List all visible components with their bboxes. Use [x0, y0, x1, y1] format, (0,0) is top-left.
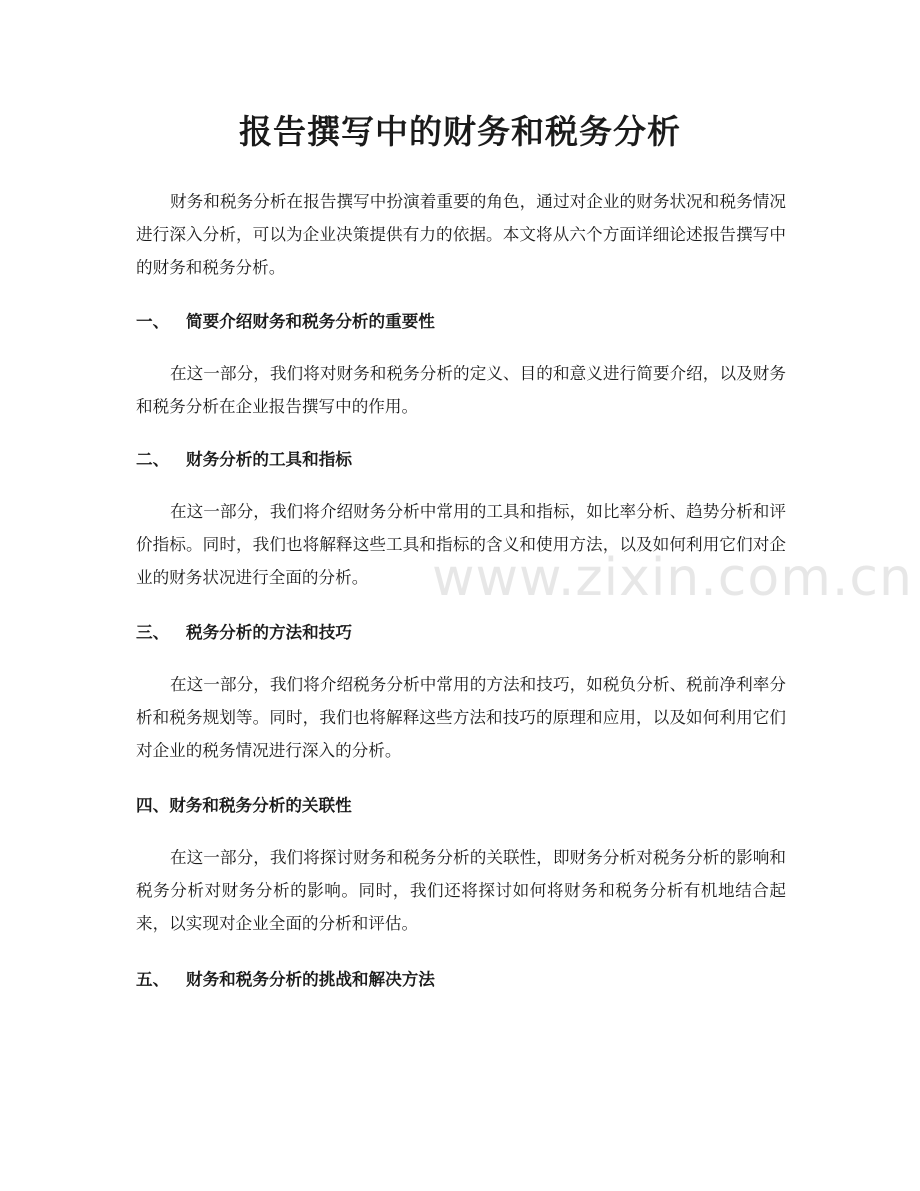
section-4-title: 财务和税务分析的关联性 [169, 796, 352, 815]
section-1-title: 简要介绍财务和税务分析的重要性 [186, 312, 435, 331]
intro-paragraph: 财务和税务分析在报告撰写中扮演着重要的角色，通过对企业的财务状况和税务情况进行深入分析，可以为企业决策提供有力的依据。本文将从六个方面详细论述报告撰写中的财务和税务分析。 [136, 192, 786, 277]
document-title: 报告撰写中的财务和税务分析 [239, 112, 681, 151]
section-3-title: 税务分析的方法和技巧 [186, 623, 352, 642]
section-4-heading [136, 793, 786, 819]
section-4-body: 在这一部分，我们将探讨财务和税务分析的关联性，即财务分析对税务分析的影响和税务分析对财务分析的影响。同时，我们还将探讨如何将财务和税务分析有机地结合起来，以实现对企业全面的分析和评估。 [136, 848, 786, 933]
section-5-title: 财务和税务分析的挑战和解决方法 [186, 970, 435, 989]
section-1-heading [136, 309, 786, 335]
section-5-heading [136, 967, 786, 993]
section-1-body: 在这一部分，我们将对财务和税务分析的定义、目的和意义进行简要介绍，以及财务和税务分析在企业报告撰写中的作用。 [136, 364, 786, 416]
section-2-number: 二、 [136, 450, 170, 469]
watermark: www.zixin.com.cn [432, 548, 913, 608]
section-3-body: 在这一部分，我们将介绍税务分析中常用的方法和技巧，如税负分析、税前净利率分析和税务规划等。同时，我们也将解释这些方法和技巧的原理和应用，以及如何利用它们对企业的税务情况进行深入的分析。 [136, 675, 786, 760]
section-2-title: 财务分析的工具和指标 [186, 450, 352, 469]
section-5-number: 五、 [136, 970, 170, 989]
section-4-number: 四、 [136, 796, 170, 815]
section-3-number: 三、 [136, 623, 170, 642]
section-3-heading [136, 620, 786, 646]
section-1-number: 一、 [136, 312, 170, 331]
section-2-heading [136, 447, 786, 473]
section-2-body: 在这一部分，我们将介绍财务分析中常用的工具和指标，如比率分析、趋势分析和评价指标。同时，我们也将解释这些工具和指标的含义和使用方法，以及如何利用它们对企业的财务状况进行全面的分析。 [136, 502, 786, 587]
